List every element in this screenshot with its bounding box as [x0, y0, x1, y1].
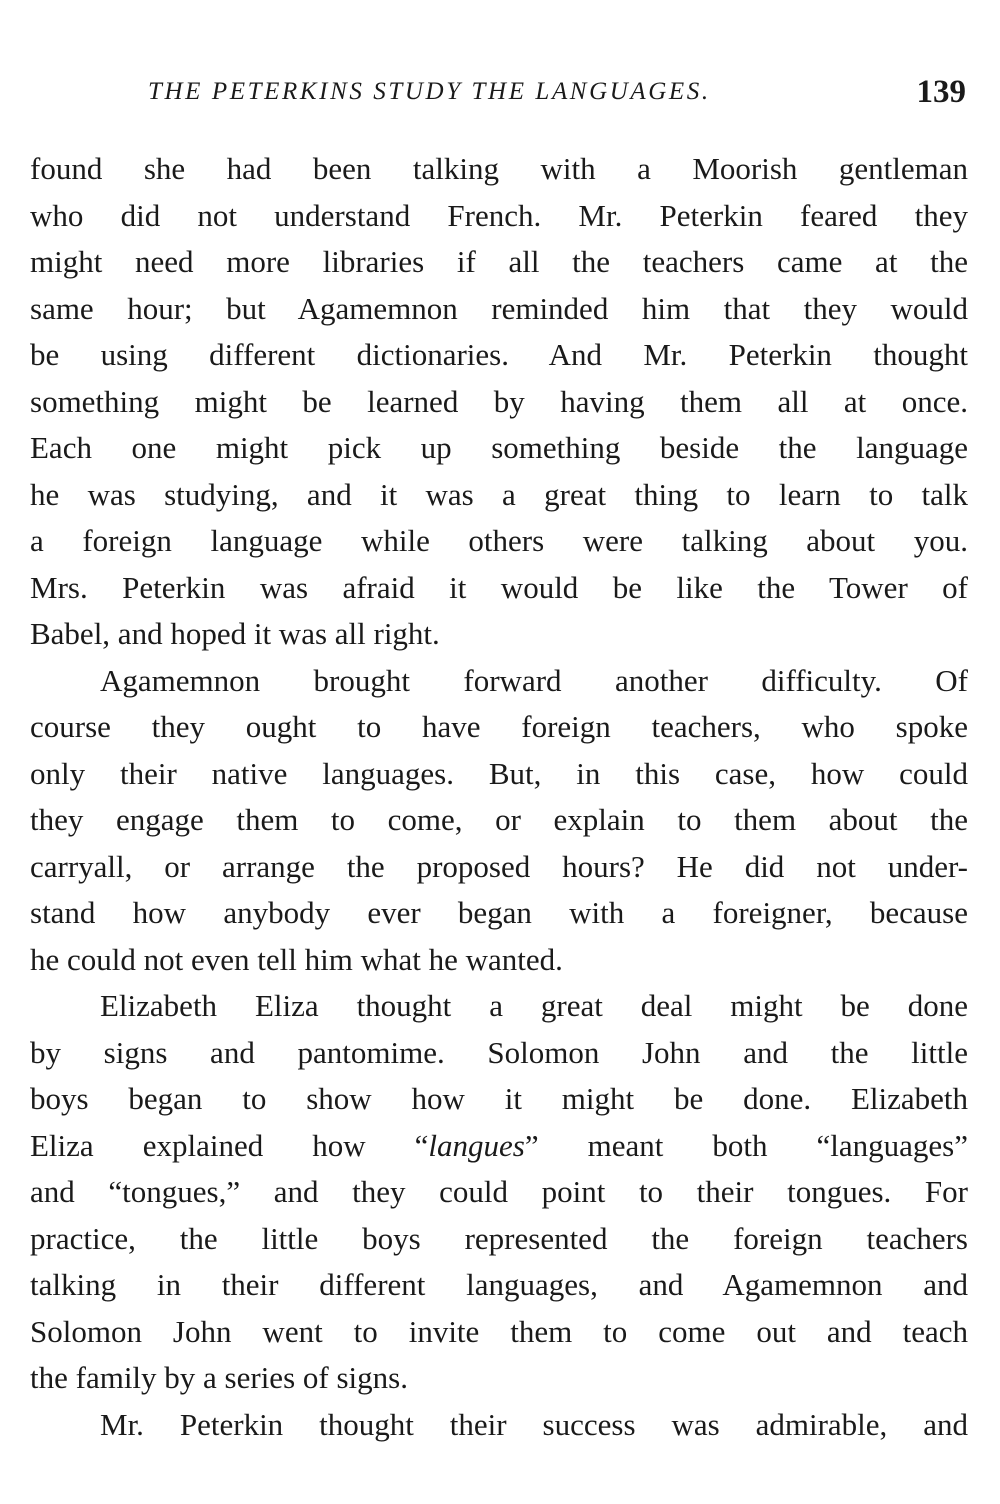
- text-line: a foreign language while others were talking about you.: [30, 523, 968, 558]
- text-line: carryall, or arrange the proposed hours? He did not under-: [30, 848, 968, 884]
- text-line: be using different dictionaries. And Mr. Peterkin thought: [30, 337, 968, 372]
- text-line: practice, the little boys represented the foreign teachers: [30, 1220, 968, 1256]
- text-line: boys began to show how it might be done. Elizabeth: [30, 1081, 968, 1116]
- text-line: he was studying, and it was a great thing to learn to talk: [30, 476, 968, 512]
- text-line: course they ought to have foreign teachers, who spoke: [30, 709, 968, 744]
- text-line-with-italic: [30, 1123, 968, 1170]
- text-line: same hour; but Agamemnon reminded him that they would: [30, 290, 968, 326]
- text-line: only their native languages. But, in this case, how could: [30, 755, 968, 791]
- text-line: Mrs. Peterkin was afraid it would be like the Tower of: [30, 569, 968, 605]
- text-line: found she had been talking with a Moorish gentleman: [30, 151, 968, 186]
- paragraph-first-line: Mr. Peterkin thought their success was admirable, and: [100, 1406, 968, 1442]
- text-line: Solomon John went to invite them to come out and teach: [30, 1313, 968, 1349]
- text-line: stand how anybody ever began with a foreigner, because: [30, 895, 968, 930]
- paragraph-first-line: Elizabeth Eliza thought a great deal might be done: [100, 988, 968, 1023]
- text-line: talking in their different languages, and Agamemnon and: [30, 1267, 968, 1302]
- text-line: something might be learned by having them all at once.: [30, 383, 968, 419]
- body-text: [30, 146, 968, 1448]
- text-line: Babel, and hoped it was all right.: [30, 616, 440, 651]
- text-segment: Eliza explained how “: [30, 1127, 429, 1163]
- text-line: they engage them to come, or explain to them about the: [30, 802, 968, 837]
- text-line: Each one might pick up something beside the language: [30, 430, 968, 465]
- running-head: [0, 72, 1000, 116]
- text-line: and “tongues,” and they could point to their tongues. For: [30, 1174, 968, 1209]
- italic-word: langues: [428, 1127, 525, 1163]
- text-line: he could not even tell him what he wanted.: [30, 941, 563, 977]
- running-title: THE PETERKINS STUDY THE LANGUAGES.: [148, 78, 711, 105]
- text-line: might need more libraries if all the teachers came at the: [30, 244, 968, 279]
- page-number: 139: [916, 74, 966, 110]
- text-segment: ” meant both “languages”: [524, 1127, 968, 1163]
- text-line: the family by a series of signs.: [30, 1360, 408, 1395]
- paragraph-first-line: Agamemnon brought forward another difficulty. Of: [100, 662, 968, 698]
- text-line: who did not understand French. Mr. Peterkin feared they: [30, 197, 968, 233]
- text-line: by signs and pantomime. Solomon John and the little: [30, 1034, 968, 1070]
